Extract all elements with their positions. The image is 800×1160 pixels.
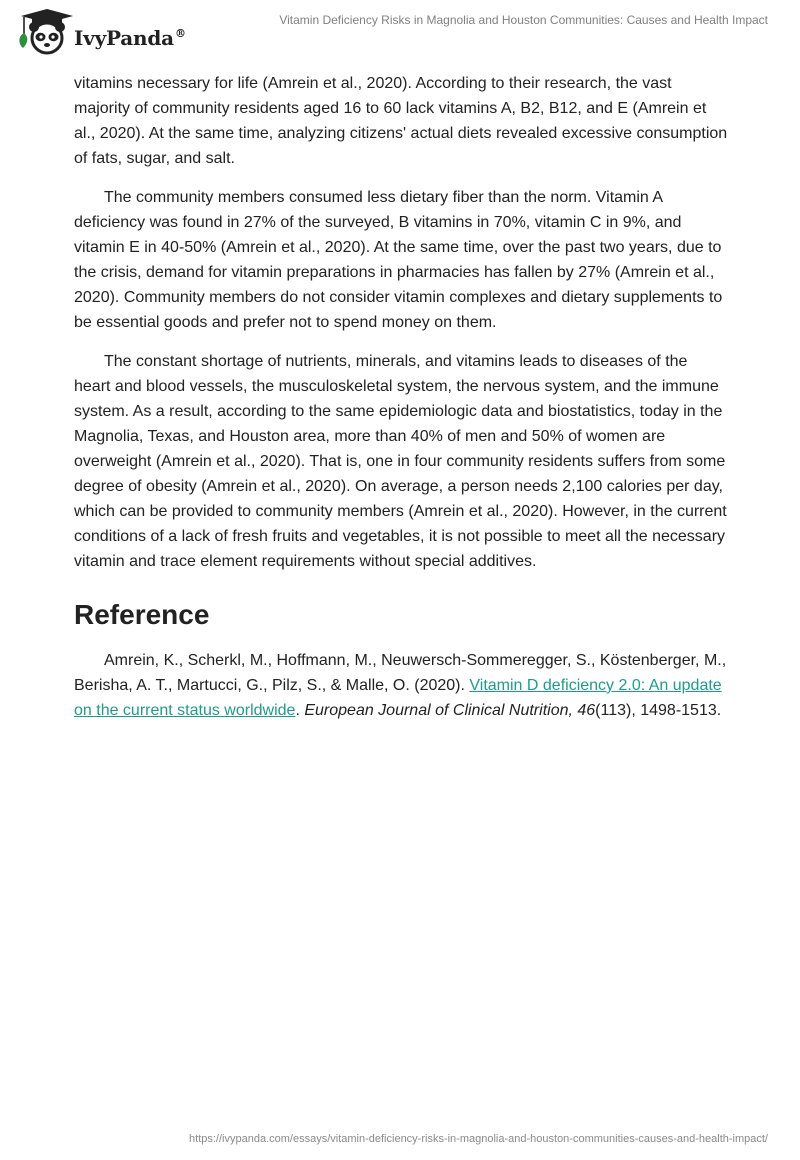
source-url: https://ivypanda.com/essays/vitamin-deficiency-risks-in-magnolia-and-houston-communities-causes-and-health-impact/ xyxy=(189,1133,768,1145)
reference-volume: 46 xyxy=(577,702,596,719)
brand-name: IvyPanda® xyxy=(74,26,186,50)
reference-pages: (113), 1498-1513. xyxy=(595,702,722,719)
paragraph-1: vitamins necessary for life (Amrein et al., 2020). According to their research, the vast majority of community residents aged 16 to 60 lack vitamins A, B2, B12, and E (Amrein et al., 2020). At the same time, analyzing citizens' actual diets revealed excessive consumption of fats, sugar, and salt. xyxy=(74,75,728,167)
essay-body xyxy=(74,71,728,737)
panda-graduate-icon xyxy=(14,8,76,56)
paragraph-2: The community members consumed less dietary fiber than the norm. Vitamin A deficiency was found in 27% of the surveyed, B vitamins in 70%, vitamin C in 9%, and vitamin E in 40-50% (Amrein et al., 2020). At the same time, over the past two years, due to the crisis, demand for vitamin preparations in pharmacies has fallen by 27% (Amrein et al., 2020). Community members do not consider vitamin complexes and dietary supplements to be essential goods and prefer not to spend money on them. xyxy=(74,189,723,331)
reference-authors: Amrein, K., Scherkl, M., Hoffmann, M., Neuwersch-Sommeregger, S., Köstenberger, M., Berisha, A. T., Martucci, G., Pilz, S., & Malle, O. (2020). xyxy=(74,652,727,694)
reference-link[interactable]: Vitamin D deficiency 2.0: An update on the current status worldwide xyxy=(74,677,722,719)
reference-entry: Amrein, K., Scherkl, M., Hoffmann, M., Neuwersch-Sommeregger, S., Köstenberger, M., Berisha, A. T., Martucci, G., Pilz, S., & Malle, O. (2020). Vitamin D deficiency 2.0: An update on the current status worldwide. European Journal of Clinical Nutrition, 46(113), 1498-1513. xyxy=(74,652,727,719)
ivypanda-logo[interactable] xyxy=(14,8,194,56)
reference-heading: Reference xyxy=(74,599,210,630)
reference-journal: European Journal of Clinical Nutrition, xyxy=(304,702,578,719)
document-title: Vitamin Deficiency Risks in Magnolia and Houston Communities: Causes and Health Impact xyxy=(279,13,768,27)
paragraph-3: The constant shortage of nutrients, minerals, and vitamins leads to diseases of the heart and blood vessels, the musculoskeletal system, the nervous system, and the immune system. As a result, according to the same epidemiologic data and biostatistics, today in the Magnolia, Texas, and Houston area, more than 40% of men and 50% of women are overweight (Amrein et al., 2020). That is, one in four community residents suffers from some degree of obesity (Amrein et al., 2020). On average, a person needs 2,100 calories per day, which can be provided to community members (Amrein et al., 2020). However, in the current conditions of a lack of fresh fruits and vegetables, it is not possible to meet all the necessary vitamin and trace element requirements without special additives. xyxy=(74,353,727,570)
page-header xyxy=(0,0,800,64)
